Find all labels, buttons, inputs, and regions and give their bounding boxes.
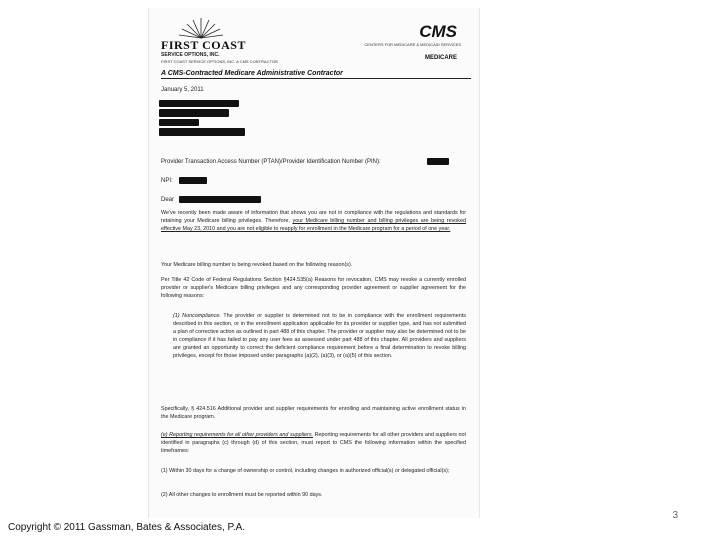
salutation: Dear [161,197,175,203]
sender-name: FIRST COAST [161,38,246,52]
paragraph-noncompliance [173,313,466,360]
sender-subtitle-small: FIRST COAST SERVICE OPTIONS, INC. A CMS CONTRACTOR [161,59,278,64]
scanned-letter [148,8,480,518]
redacted-address-line [159,119,199,126]
redacted-name [179,196,261,203]
sender-subtitle: SERVICE OPTIONS, INC. [161,52,220,58]
redacted-npi [179,177,207,184]
paragraph-revocation [161,210,466,234]
paragraph-revocation-text: We've recently been made aware of information that shows you are not in compliance with the regulations and standards for retaining your Medicare billing privileges. Therefore, [161,210,466,224]
letter-date: January 5, 2011 [161,87,204,93]
reporting-text: Reporting requirements for all other providers and suppliers not identified in paragraphs (c) through (d) of this section, must report to CMS the following information within the specified timeframes: [161,432,467,454]
page-number: 3 [672,510,678,521]
cms-logo: CMS [419,22,457,41]
redacted-address-line [159,100,239,107]
npi-label: NPI: [161,178,173,184]
paragraph-30-days: (1) Within 30 days for a change of ownership or control, including changes in authorized official(s) or delegated official(s); [161,468,450,474]
paragraph-regulation: Per Title 42 Code of Federal Regulations Section §424.535(a) Reasons for revocation, CMS may revoke a currently enrolled provider or supplier's Medicare billing privileges and any corresponding provider agreement or supplier agreement for the following reasons: [161,277,466,299]
header-divider [161,78,471,79]
paragraph-90-days: (2) All other changes to enrollment must be reported within 90 days. [161,492,323,498]
copyright-notice: Copyright © 2011 Gassman, Bates & Associates, P.A. [8,522,246,533]
noncompliance-heading: (1) Noncompliance. [173,313,221,319]
paragraph-reason-intro: Your Medicare billing number is being revoked based on the following reason(s). [161,262,353,268]
cms-tagline: CENTERS FOR MEDICARE & MEDICAID SERVICES [364,42,461,47]
medicare-label: MEDICARE [424,55,457,61]
paragraph-reporting [161,432,466,456]
noncompliance-text: The provider or supplier is determined not to be in compliance with the enrollment requirements described in this section, or in the enrollment application applicable for its provider or supplier type, and has not submitted a plan of corrective action as outlined in part 488 of this chapter. The provider or supplier may also be determined not to be in compliance if it has failed to pay any user fees as assessed under part 488 of this chapter. All providers and suppliers are granted an opportunity to correct the deficient compliance requirement before a final determination to revoke billing privileges, except for those imposed under paragraphs (a)(2), (a)(3), or (a)(5) of this section. [173,313,466,359]
reporting-heading: (e) Reporting requirements for all other providers and suppliers. [161,432,314,438]
paragraph-revocation-underlined: your Medicare billing number and billing privileges are being revoked effective May 23, 2010 and you are not eligible to reapply for enrollment in the Medicare program for a period of one year. [161,217,466,232]
paragraph-specifically: Specifically, § 424.516 Additional provider and supplier requirements for enrolling and maintaining active enrollment status in the Medicare program. [161,406,466,420]
redacted-address-line [159,109,229,117]
ptan-line: Provider Transaction Access Number (PTAN)/Provider Identification Number (PIN): [161,159,381,165]
contractor-tagline: A CMS-Contracted Medicare Administrative Contractor [161,70,343,77]
redacted-address-line [159,128,245,136]
redacted-ptan [427,158,449,165]
